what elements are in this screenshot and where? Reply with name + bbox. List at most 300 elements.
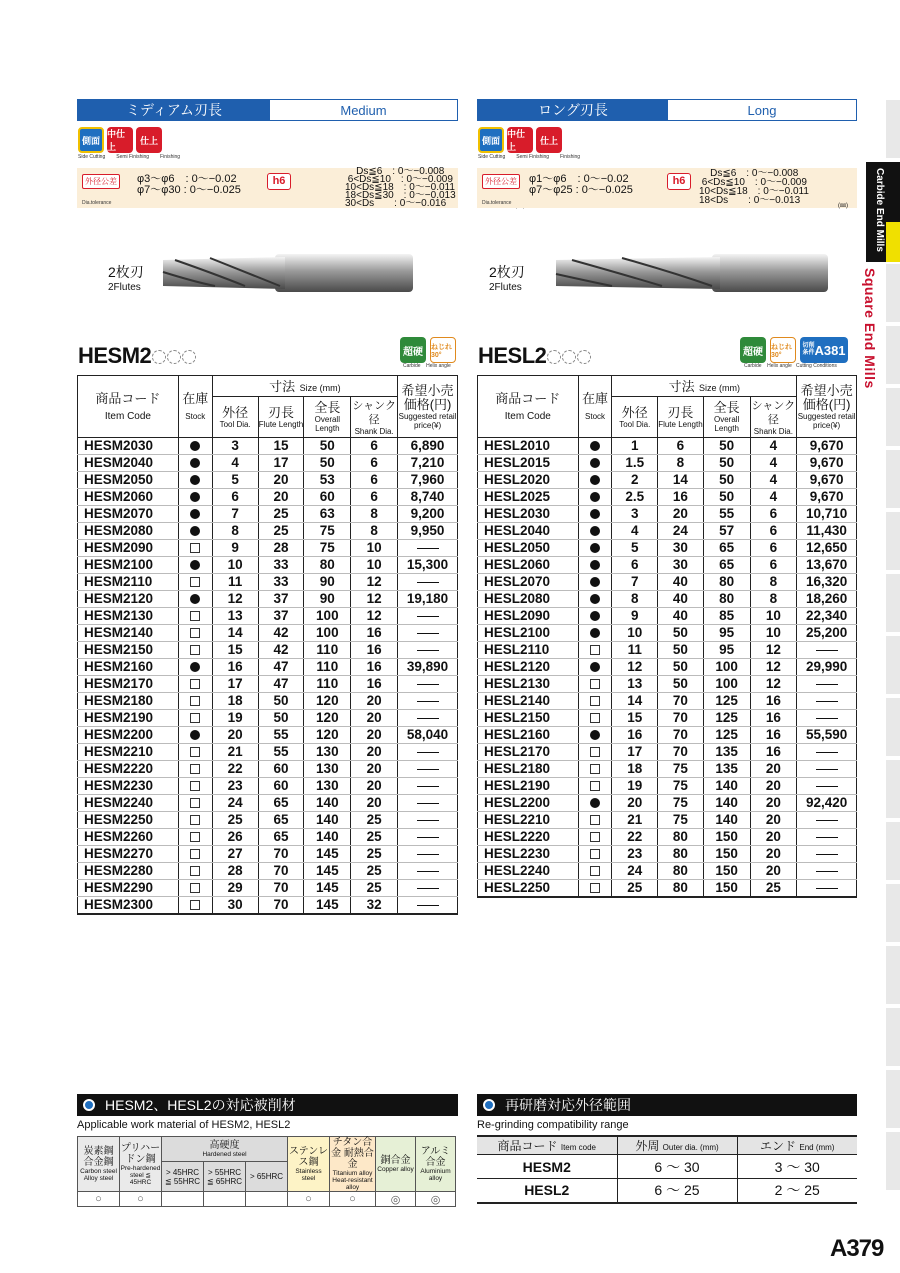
cell-shank-dia xyxy=(351,710,398,727)
cell-value: 55 xyxy=(273,727,289,742)
no-price-dash xyxy=(816,820,838,822)
in-stock-icon xyxy=(590,730,600,740)
cell-shank-dia xyxy=(750,778,797,795)
cell-item-code xyxy=(78,880,179,897)
cell-tool-dia xyxy=(612,693,658,710)
cell-value: 24 xyxy=(227,795,243,810)
cell-value: HESM2130 xyxy=(84,608,154,623)
cell-value: 65 xyxy=(273,795,289,810)
cell-value: 50 xyxy=(273,710,289,725)
cell-value: 80 xyxy=(719,574,735,589)
cell-tool-dia xyxy=(612,625,658,642)
side-index-tab[interactable] xyxy=(886,326,900,386)
cell-value: 10 xyxy=(366,540,382,555)
cell-item-code xyxy=(478,693,579,710)
side-index-tab[interactable] xyxy=(886,698,900,758)
flute-count-jp: 2枚刃 xyxy=(489,264,525,280)
no-price-dash xyxy=(417,820,439,822)
cell-value: 7 xyxy=(231,506,239,521)
cell-value: HESL2150 xyxy=(484,710,551,725)
cell-value: HESM2080 xyxy=(84,523,154,538)
cell-value: 20 xyxy=(273,489,289,504)
side-index-tab[interactable] xyxy=(886,1008,900,1068)
table-row xyxy=(78,642,458,659)
made-to-order-icon xyxy=(190,611,200,621)
no-price-dash xyxy=(417,854,439,856)
series-name: HESL2 xyxy=(478,343,547,368)
side-index-tab[interactable] xyxy=(886,574,900,634)
cell-shank-dia xyxy=(750,863,797,880)
cell-value: 9,670 xyxy=(809,455,844,470)
side-index-tab[interactable] xyxy=(886,512,900,572)
in-stock-icon xyxy=(590,458,600,468)
cell-value: 10 xyxy=(765,608,781,623)
cell-price xyxy=(797,727,857,744)
cell-item-code xyxy=(78,761,179,778)
cell-tool-dia xyxy=(212,778,258,795)
cell-price xyxy=(398,591,458,608)
col-en: Flute Length xyxy=(258,419,304,429)
cell-value: 140 xyxy=(715,795,738,810)
table-row xyxy=(478,710,857,727)
cell-value: 32 xyxy=(366,897,382,912)
cell-value: 12 xyxy=(627,659,643,674)
cell-flute-length xyxy=(658,829,704,846)
cell-item-code xyxy=(478,676,579,693)
cell-stock xyxy=(578,727,612,744)
side-index-tab[interactable] xyxy=(886,884,900,944)
badge-caption: Side Cutting xyxy=(478,154,506,160)
in-stock-icon xyxy=(590,560,600,570)
made-to-order-icon xyxy=(190,628,200,638)
table-row xyxy=(478,574,857,591)
cell-value: 4 xyxy=(769,489,778,504)
cell-value: 14 xyxy=(672,472,688,487)
work-col-hardened xyxy=(162,1137,288,1162)
cell-shank-dia xyxy=(351,659,398,676)
spec-badge-captions xyxy=(403,363,451,369)
col-en: Pre-hardened steel ≦ 45HRC xyxy=(120,1164,161,1186)
flute-count-label xyxy=(489,262,525,293)
table-row xyxy=(78,863,458,880)
page-number: A379 xyxy=(830,1235,884,1262)
regrind-code: HESL2 xyxy=(524,1182,570,1199)
cell-shank-dia xyxy=(351,591,398,608)
cell-shank-dia xyxy=(351,506,398,523)
cell-flute-length xyxy=(258,472,304,489)
cell-price xyxy=(398,863,458,880)
cell-item-code xyxy=(78,897,179,915)
cell-price xyxy=(797,642,857,659)
cell-price xyxy=(398,642,458,659)
cell-value: 13 xyxy=(227,608,243,623)
cell-value: 80 xyxy=(319,557,335,572)
series-title-hesl2 xyxy=(478,343,591,369)
table-row xyxy=(478,880,857,898)
cell-value: 40 xyxy=(672,591,688,606)
cell-value: 70 xyxy=(672,727,688,742)
cell-value: 110 xyxy=(316,676,339,691)
cell-value: 37 xyxy=(273,608,289,623)
col-item-code xyxy=(478,376,579,438)
cell-price xyxy=(398,710,458,727)
cell-value: HESL2015 xyxy=(484,455,551,470)
cell-value: 7,960 xyxy=(410,472,445,487)
cell-overall-length xyxy=(703,591,750,608)
cell-overall-length xyxy=(703,625,750,642)
table-row xyxy=(478,625,857,642)
cell-price xyxy=(797,812,857,829)
cell-tool-dia xyxy=(212,880,258,897)
in-stock-icon xyxy=(590,509,600,519)
cell-value: 28 xyxy=(273,540,289,555)
cell-overall-length xyxy=(304,574,351,591)
cell-flute-length xyxy=(258,863,304,880)
cell-item-code xyxy=(78,846,179,863)
cell-price xyxy=(398,676,458,693)
cell-shank-dia xyxy=(351,880,398,897)
cell-value: HESM2110 xyxy=(84,574,153,589)
cell-overall-length xyxy=(703,676,750,693)
spec-badges xyxy=(400,337,456,363)
cell-item-code xyxy=(78,455,179,472)
made-to-order-icon xyxy=(190,543,200,553)
col-en: Overall Length xyxy=(713,415,740,433)
side-index-tab[interactable] xyxy=(886,946,900,1006)
cell-price xyxy=(797,591,857,608)
cell-value: 16 xyxy=(366,676,382,691)
work-col-65hrc: > 65HRC xyxy=(246,1162,288,1192)
table-row xyxy=(478,506,857,523)
table-row xyxy=(78,727,458,744)
cell-stock xyxy=(578,676,612,693)
made-to-order-icon xyxy=(590,832,600,842)
cell-value: 55 xyxy=(273,744,289,759)
col-jp: アルミ合金 xyxy=(420,1146,451,1168)
side-index-tab[interactable] xyxy=(886,1132,900,1192)
cell-price xyxy=(398,557,458,574)
cell-stock xyxy=(178,438,212,455)
cell-flute-length xyxy=(258,591,304,608)
cell-flute-length xyxy=(258,574,304,591)
table-row xyxy=(78,591,458,608)
in-stock-icon xyxy=(190,475,200,485)
cell-stock xyxy=(178,710,212,727)
side-cutting-icon: 側面 xyxy=(78,127,104,153)
cell-stock xyxy=(178,761,212,778)
cell-stock xyxy=(578,710,612,727)
section-title-en: Long xyxy=(668,100,856,120)
col-en: Size (mm) xyxy=(299,383,341,393)
no-price-dash xyxy=(816,888,838,890)
cell-shank-dia xyxy=(750,812,797,829)
cell-overall-length xyxy=(703,812,750,829)
cell-tool-dia xyxy=(612,829,658,846)
col-jp: 商品コード xyxy=(497,1139,558,1153)
col-jp: 外周 xyxy=(635,1139,660,1153)
cutting-conditions-link[interactable] xyxy=(800,337,848,363)
side-index-tab[interactable] xyxy=(886,450,900,510)
cell-value: 19 xyxy=(627,778,643,793)
cell-price xyxy=(398,455,458,472)
made-to-order-icon xyxy=(190,764,200,774)
cell-value: 75 xyxy=(319,523,335,538)
cell-item-code xyxy=(478,591,579,608)
cell-tool-dia xyxy=(612,795,658,812)
badge-captions xyxy=(478,154,580,160)
cell-value: HESL2050 xyxy=(484,540,551,555)
regrind-subtitle: Re-grinding compatibility range xyxy=(477,1119,629,1131)
col-jp: シャンク径 xyxy=(352,399,396,426)
side-index-tab[interactable] xyxy=(886,100,900,160)
cell-value: 18,260 xyxy=(805,591,848,606)
cell-value: 4 xyxy=(631,523,639,538)
cell-price xyxy=(797,659,857,676)
col-jp: 商品コード xyxy=(495,391,561,406)
section-title-jp: ロング刃長 xyxy=(478,100,668,120)
cell-value: 100 xyxy=(715,676,738,691)
cell-flute-length xyxy=(258,897,304,915)
cell-value: 16 xyxy=(765,727,781,742)
h6-icon: h6 xyxy=(267,173,291,190)
cell-value: 24 xyxy=(672,523,688,538)
cell-flute-length xyxy=(658,591,704,608)
cell-value: HESM2050 xyxy=(84,472,154,487)
cell-value: 120 xyxy=(316,727,339,742)
cell-flute-length xyxy=(258,829,304,846)
cell-item-code xyxy=(78,778,179,795)
cell-flute-length xyxy=(658,795,704,812)
cell-shank-dia xyxy=(750,455,797,472)
cell-value: 75 xyxy=(319,540,335,555)
col-en: Aluminium alloy xyxy=(420,1168,451,1182)
cell-value: 110 xyxy=(316,642,339,657)
cell-item-code xyxy=(478,812,579,829)
in-stock-icon xyxy=(590,543,600,553)
side-index-tab[interactable] xyxy=(886,760,900,820)
cell-value: 8 xyxy=(231,523,239,538)
end-mill-image xyxy=(155,252,415,294)
cell-value: 25 xyxy=(366,880,382,895)
cell-overall-length xyxy=(703,455,750,472)
cell-price xyxy=(398,506,458,523)
cell-stock xyxy=(578,608,612,625)
cell-shank-dia xyxy=(750,625,797,642)
cell-item-code xyxy=(478,778,579,795)
cell-overall-length xyxy=(703,710,750,727)
cell-value: 10 xyxy=(627,625,643,640)
cell-value: 50 xyxy=(719,438,735,453)
col-stock xyxy=(578,376,612,438)
cell-item-code xyxy=(478,880,579,898)
cell-stock xyxy=(178,608,212,625)
cell-shank-dia xyxy=(351,812,398,829)
cell-value: 12 xyxy=(227,591,243,606)
table-row xyxy=(78,795,458,812)
cell-value: 17 xyxy=(273,455,289,470)
cell-value: HESL2090 xyxy=(484,608,551,623)
section-title-en: Medium xyxy=(270,100,457,120)
cell-tool-dia xyxy=(212,829,258,846)
cell-value: HESL2200 xyxy=(484,795,551,810)
side-index-tab[interactable] xyxy=(886,388,900,448)
cell-overall-length xyxy=(304,557,351,574)
no-price-dash xyxy=(417,803,439,805)
cell-value: HESL2230 xyxy=(484,846,551,861)
cell-overall-length xyxy=(703,642,750,659)
cell-value: 92,420 xyxy=(805,795,848,810)
cell-value: 18 xyxy=(627,761,643,776)
cell-flute-length xyxy=(258,812,304,829)
cell-value: 20 xyxy=(366,761,382,776)
cell-shank-dia xyxy=(750,795,797,812)
regrind-table xyxy=(477,1135,857,1204)
cell-price xyxy=(797,829,857,846)
cell-price xyxy=(797,761,857,778)
made-to-order-icon xyxy=(190,815,200,825)
cell-stock xyxy=(178,506,212,523)
side-index-tab[interactable] xyxy=(886,1070,900,1130)
cell-value: HESL2025 xyxy=(484,489,551,504)
col-en: Overall Length xyxy=(314,415,340,433)
cell-price xyxy=(797,710,857,727)
side-index-tab[interactable] xyxy=(886,822,900,882)
cell-tool-dia xyxy=(212,710,258,727)
cell-item-code xyxy=(478,489,579,506)
cell-price xyxy=(797,676,857,693)
made-to-order-icon xyxy=(590,747,600,757)
cell-stock xyxy=(578,761,612,778)
no-price-dash xyxy=(816,718,838,720)
cell-value: HESL2170 xyxy=(484,744,551,759)
cell-value: 12 xyxy=(765,659,781,674)
regrind-end: 3 ～ 30 xyxy=(737,1155,857,1179)
cell-overall-length xyxy=(304,693,351,710)
cell-value: 40 xyxy=(672,608,688,623)
cell-flute-length xyxy=(658,710,704,727)
table-row xyxy=(478,540,857,557)
cell-overall-length xyxy=(304,846,351,863)
badge-caption: Semi Finishing xyxy=(116,154,150,160)
cell-price xyxy=(398,880,458,897)
table-row xyxy=(78,812,458,829)
cell-stock xyxy=(178,795,212,812)
cell-shank-dia xyxy=(351,727,398,744)
cell-flute-length xyxy=(258,506,304,523)
work-mark xyxy=(246,1192,288,1207)
cell-flute-length xyxy=(258,540,304,557)
cell-flute-length xyxy=(258,846,304,863)
cell-overall-length xyxy=(304,795,351,812)
cell-value: 14 xyxy=(227,625,243,640)
option-circle-icon xyxy=(167,350,181,364)
cell-shank-dia xyxy=(750,829,797,846)
cell-flute-length xyxy=(658,540,704,557)
cell-price xyxy=(797,880,857,898)
cell-stock xyxy=(178,829,212,846)
cell-value: HESL2060 xyxy=(484,557,551,572)
cell-value: 20 xyxy=(765,795,781,810)
no-price-dash xyxy=(417,582,439,584)
cell-item-code xyxy=(478,710,579,727)
table-row xyxy=(78,761,458,778)
cell-tool-dia xyxy=(212,506,258,523)
table-row xyxy=(478,744,857,761)
col-jp: 刃長 xyxy=(267,404,294,420)
cell-shank-dia xyxy=(750,846,797,863)
cell-shank-dia xyxy=(351,778,398,795)
cell-value: 20 xyxy=(366,710,382,725)
cell-value: 19 xyxy=(227,710,243,725)
col-item-code xyxy=(78,376,179,438)
cell-overall-length xyxy=(304,778,351,795)
cell-tool-dia xyxy=(212,693,258,710)
cell-price xyxy=(398,846,458,863)
cell-value: HESL2040 xyxy=(484,523,551,538)
table-row xyxy=(478,455,857,472)
col-jp: 刃長 xyxy=(667,404,694,420)
side-index-tab[interactable] xyxy=(886,636,900,696)
cell-stock xyxy=(578,863,612,880)
cell-value: 6 xyxy=(370,472,378,487)
cell-value: 90 xyxy=(319,591,335,606)
side-index-tab[interactable] xyxy=(886,264,900,324)
option-circle-icon xyxy=(182,350,196,364)
cell-flute-length xyxy=(258,795,304,812)
cell-value: HESL2110 xyxy=(484,642,550,657)
cell-value: HESM2120 xyxy=(84,591,154,606)
cell-flute-length xyxy=(258,693,304,710)
col-en: Item code xyxy=(560,1143,596,1152)
col-en: Tool Dia. xyxy=(219,419,251,429)
in-stock-icon xyxy=(590,475,600,485)
cell-value: 80 xyxy=(672,829,688,844)
col-en: Stock xyxy=(185,412,206,421)
cell-overall-length xyxy=(703,880,750,898)
cell-value: 20 xyxy=(765,761,781,776)
cell-value: 70 xyxy=(672,693,688,708)
table-row xyxy=(478,438,857,455)
cell-item-code xyxy=(478,455,579,472)
cell-value: 85 xyxy=(719,608,735,623)
cell-value: 8 xyxy=(370,506,378,521)
table-row xyxy=(478,472,857,489)
col-size xyxy=(212,376,397,397)
cell-value: 125 xyxy=(715,710,738,725)
cell-price xyxy=(398,795,458,812)
cell-shank-dia xyxy=(351,846,398,863)
col-en: Outer dia. (mm) xyxy=(662,1143,719,1152)
cell-item-code xyxy=(478,608,579,625)
badge-caption: Finishing xyxy=(160,154,181,160)
cell-price xyxy=(398,489,458,506)
cell-value: 6 xyxy=(769,540,778,555)
bullet-icon xyxy=(483,1099,495,1111)
cell-value: 25,200 xyxy=(805,625,848,640)
operation-badges xyxy=(478,127,562,153)
cutting-conditions-page: A381 xyxy=(814,342,846,358)
cell-value: 13,670 xyxy=(805,557,848,572)
cell-value: HESL2160 xyxy=(484,727,551,742)
cell-value: 140 xyxy=(316,812,339,827)
col-jp: 炭素鋼 合金鋼 xyxy=(83,1146,114,1168)
no-price-dash xyxy=(816,650,838,652)
cell-value: 30 xyxy=(227,897,243,912)
cell-item-code xyxy=(478,727,579,744)
cell-value: HESM2210 xyxy=(84,744,154,759)
unit-label: (㎜) xyxy=(838,203,848,209)
table-row xyxy=(78,846,458,863)
